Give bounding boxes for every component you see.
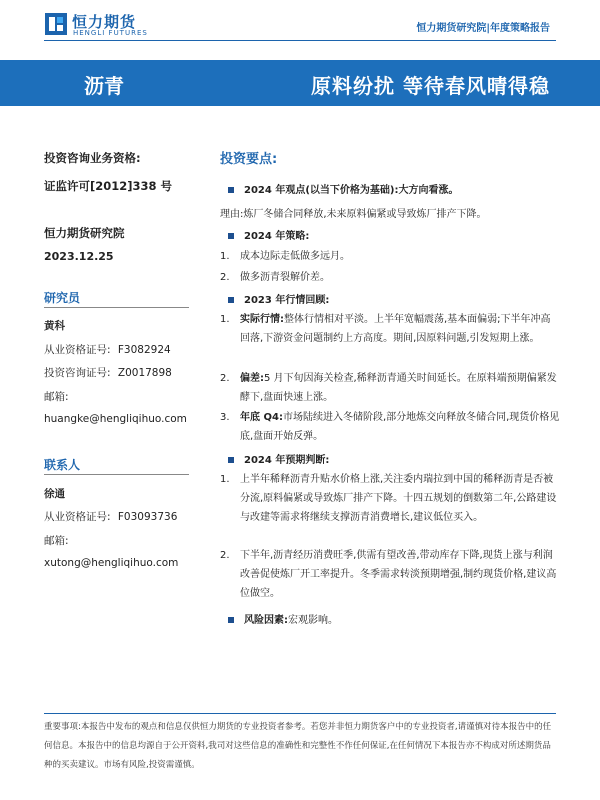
license-number: 证监许可[2012]338 号	[44, 179, 173, 193]
header-divider	[44, 40, 556, 41]
company-logo	[44, 10, 184, 40]
analyst-cert1-label: 从业资格证号:	[44, 344, 111, 356]
item-text: 市场陆续进入冬储阶段,部分地炼交向释放冬储合同,现货价格见底,盘面开始反弹。	[240, 412, 560, 442]
view-reason: 理由:炼厂冬储合同释放,未来原料偏紧或导致炼厂排产下降。	[220, 209, 487, 220]
report-type-label: 恒力期货研究院|年度策略报告	[416, 23, 550, 34]
forecast-item	[220, 470, 560, 527]
forecast-item	[220, 546, 560, 603]
item-number: 1.	[220, 251, 230, 262]
square-bullet-icon	[228, 617, 234, 623]
report-headline: 原料纷扰 等待春风晴得稳	[311, 74, 550, 98]
qualification-label: 投资咨询业务资格:	[44, 151, 141, 165]
view-bullet	[220, 181, 560, 196]
key-points-title: 投资要点:	[220, 152, 278, 167]
analyst-email-label: 邮箱:	[44, 391, 69, 403]
logo-text-cn: 恒力期货	[72, 13, 137, 31]
review-title: 2023 年行情回顾:	[244, 295, 330, 306]
item-number: 1.	[220, 314, 230, 325]
item-text: 5 月下旬因海关检查,稀释沥青通关时间延长。在原料端预期偏紧发酵下,盘面快速上涨。	[240, 373, 557, 403]
contact-name: 徐通	[44, 488, 65, 500]
risk-title: 风险因素:	[244, 615, 288, 626]
square-bullet-icon	[228, 233, 234, 239]
item-text: 成本边际走低做多远月。	[240, 251, 350, 262]
contact-email[interactable]: xutong@hengliqihuo.com	[44, 557, 179, 569]
item-bold-label: 偏差:	[240, 373, 264, 384]
risk-text: 宏观影响。	[288, 615, 338, 626]
item-text: 上半年稀释沥青升贴水价格上涨,关注委内瑞拉到中国的稀释沥青是否被分流,原料偏紧或导致炼厂排产下降。十四五规划的倒数第二年,公路建设与改建等需求将继续支撑沥青消费增长,建议低位买入。	[240, 474, 557, 523]
review-item	[220, 408, 560, 446]
report-date: 2023.12.25	[44, 250, 114, 263]
institute-name: 恒力期货研究院	[44, 226, 125, 240]
contact-cert1-label: 从业资格证号:	[44, 511, 111, 523]
contact-section-title: 联系人	[44, 458, 81, 472]
item-bold-label: 实际行情:	[240, 314, 284, 325]
view-title: 2024 年观点(以当下价格为基础):大方向看涨。	[244, 185, 459, 196]
item-number: 3.	[220, 412, 230, 423]
analyst-cert1-value: F3082924	[117, 344, 171, 356]
item-number: 2.	[220, 373, 230, 384]
strategy-item	[220, 268, 560, 287]
contact-divider	[44, 474, 189, 475]
analyst-cert1	[44, 342, 194, 357]
item-number: 1.	[220, 474, 230, 485]
contact-cert1-value: F03093736	[117, 511, 178, 523]
strategy-item	[220, 247, 560, 266]
risk-bullet	[220, 611, 560, 626]
logo-text-en: HENGLI FUTURES	[73, 29, 148, 37]
analyst-email[interactable]: huangke@hengliqihuo.com	[44, 413, 187, 425]
forecast-title: 2024 年预期判断:	[244, 455, 330, 466]
review-item	[220, 310, 560, 348]
analyst-divider	[44, 307, 189, 308]
title-banner	[0, 60, 600, 106]
strategy-bullet	[220, 227, 560, 242]
review-item	[220, 369, 560, 407]
strategy-title: 2024 年策略:	[244, 231, 310, 242]
square-bullet-icon	[228, 457, 234, 463]
square-bullet-icon	[228, 187, 234, 193]
forecast-bullet	[220, 451, 560, 466]
contact-cert1	[44, 509, 194, 524]
analyst-cert2	[44, 365, 194, 380]
item-number: 2.	[220, 272, 230, 283]
disclaimer-text: 重要事项:本报告中发布的观点和信息仅供恒力期货的专业投资者参考。若您并非恒力期货客户中的专业投资者,请谨慎对待本报告中的任何信息。本报告中的信息均源自于公开资料,我司对这些信息的准确性和完整性不作任何保证,在任何情况下本报告亦不构成对所述期货品种的买卖建议。市场有风险,投资需谨慎。	[44, 722, 552, 770]
item-bold-label: 年底 Q4:	[240, 412, 283, 423]
analyst-cert2-value: Z0017898	[117, 367, 172, 379]
square-bullet-icon	[228, 297, 234, 303]
item-text: 下半年,沥青经历消费旺季,供需有望改善,带动库存下降,现货上涨与利润改善促使炼厂开工率提升。冬季需求转淡预期增强,制约现货价格,建议高位做空。	[240, 550, 557, 599]
analyst-section-title: 研究员	[44, 291, 81, 305]
analyst-cert2-label: 投资咨询证号:	[44, 367, 111, 379]
analyst-name: 黄科	[44, 320, 65, 332]
review-bullet	[220, 291, 560, 306]
contact-email-label: 邮箱:	[44, 535, 69, 547]
logo-mark-icon	[44, 12, 68, 36]
item-text: 整体行情相对平淡。上半年宽幅震荡,基本面偏弱;下半年冲高回落,下游资金问题制约上方高度。期间,因原料问题,引发短期上涨。	[240, 314, 551, 344]
item-text: 做多沥青裂解价差。	[240, 272, 330, 283]
commodity-title: 沥青	[84, 74, 124, 98]
item-number: 2.	[220, 550, 230, 561]
footer-divider	[44, 713, 556, 714]
